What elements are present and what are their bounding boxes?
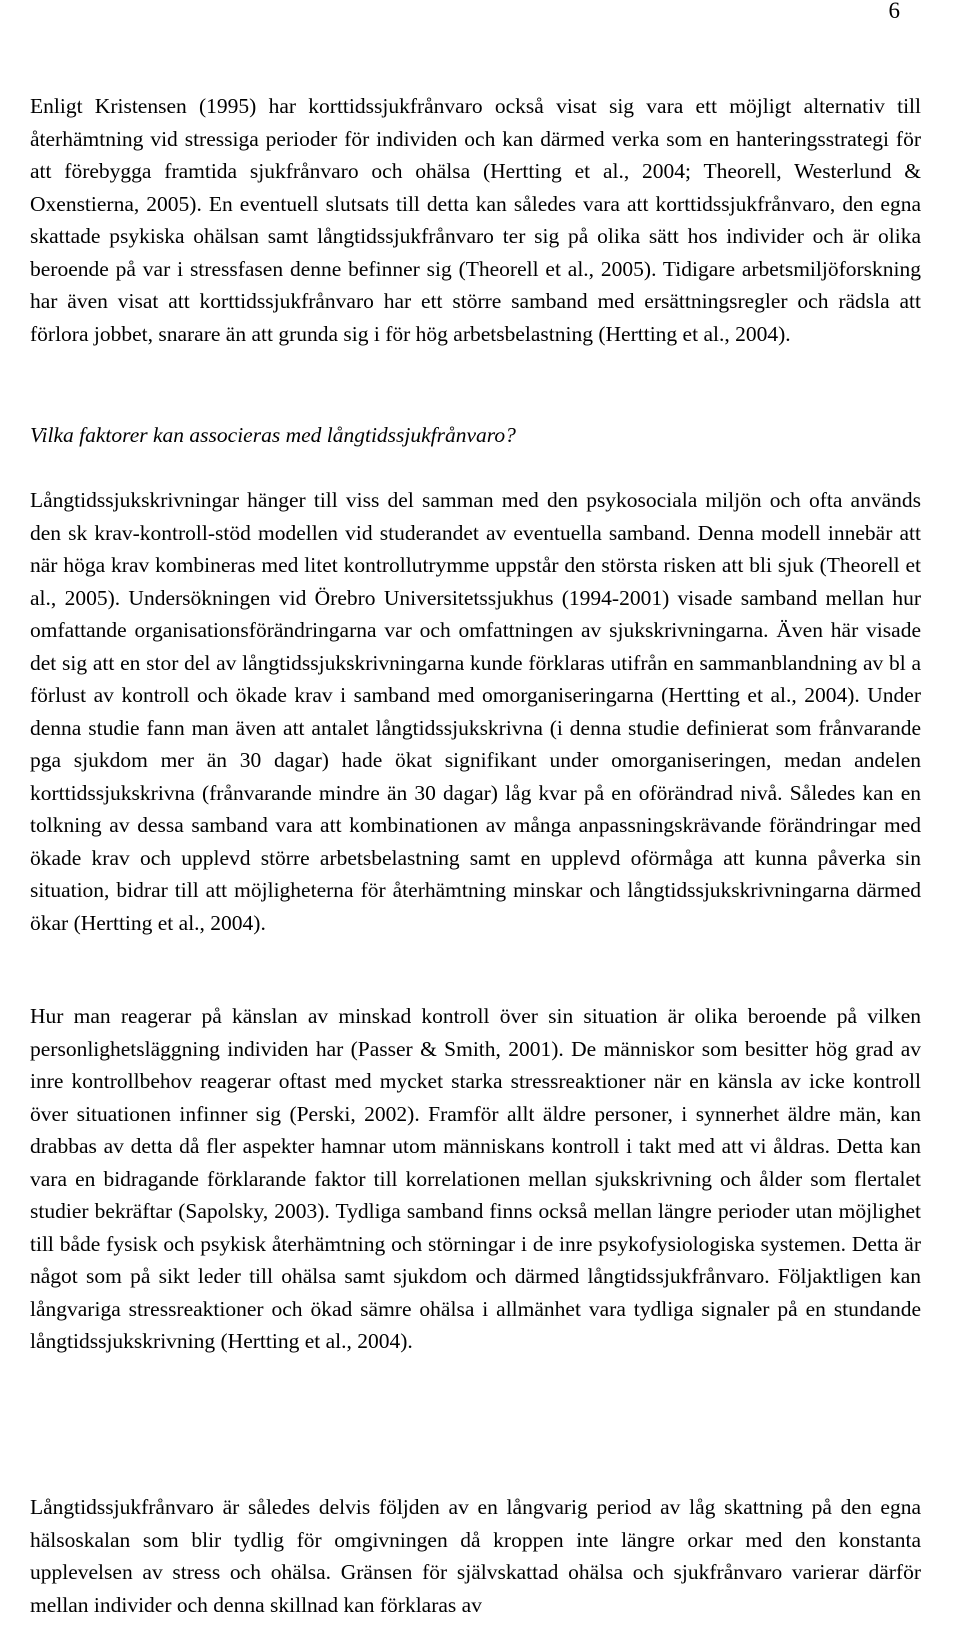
section-heading: Vilka faktorer kan associeras med långtidssjukfrånvaro? [30, 423, 516, 447]
paragraph-short-term-absence: Enligt Kristensen (1995) har korttidssjukfrånvaro också visat sig vara ett möjligt alternativ till återhämtning vid stressiga perioder för individen och kan därmed verka som en hanteringsstrategi för att förebygga framtida sjukfrånvaro och ohälsa (Hertting et al., 2004; Theorell, Westerlund & Oxenstierna, 2005). En eventuell slutsats till detta kan således vara att korttidssjukfrånvaro, den egna skattade psykiska ohälsan samt långtidssjukfrånvaro ter sig på olika sätt hos individer och är olika beroende på var i stressfasen denne befinner sig (Theorell et al., 2005). Tidigare arbetsmiljöforskning har även visat att korttidssjukfrånvaro har ett större samband med ersättningsregler och rädsla att förlora jobbet, snarare än att grunda sig i för hög arbetsbelastning (Hertting et al., 2004). [30, 94, 921, 346]
paragraph-long-term-absence: Långtidssjukfrånvaro är således delvis följden av en långvarig period av låg skattning på den egna hälsoskalan som blir tydlig för omgivningen då kroppen inte längre orkar med den konstanta upplevelsen av stress och ohälsa. Gränsen för självskattad ohälsa och sjukfrånvaro varierar därför mellan individer och denna skillnad kan förklaras av [30, 1495, 921, 1617]
page-number: 6 [888, 0, 900, 23]
paragraph-demand-control-model: Långtidssjukskrivningar hänger till viss del samman med den psykosociala miljön och ofta används den sk krav-kontroll-stöd modellen vid studerandet av eventuella samband. Denna modell innebär att när höga krav kombineras med litet kontrollutrymme uppstår den största risken att bli sjuk (Theorell et al., 2005). Undersökningen vid Örebro Universitetssjukhus (1994-2001) visade samband mellan hur omfattande organisationsförändringarna var och omfattningen av sjukskrivningarna. Även här visade det sig att en stor del av långtidssjukskrivningarna kunde förklaras utifrån en sammanblandning av bl a förlust av kontroll och ökade krav i samband med omorganiseringarna (Hertting et al., 2004). Under denna studie fann man även att antalet långtidssjukskrivna (i denna studie definierat som frånvarande pga sjukdom mer än 30 dagar) hade ökat signifikant under omorganiseringen, medan andelen korttidssjukskrivna (frånvarande mindre än 30 dagar) låg kvar på en oförändrad nivå. Således kan en tolkning av dessa samband vara att kombinationen av många anpassningskrävande förändringar med ökade krav och upplevd större arbetsbelastning samt en upplevd oförmåga att kunna påverka sin situation, bidrar till att möjligheterna för återhämtning minskar och långtidssjukskrivningarna därmed ökar (Hertting et al., 2004). [30, 488, 921, 935]
paragraph-sense-of-control: Hur man reagerar på känslan av minskad kontroll över sin situation är olika beroende på vilken personlighetsläggning individen har (Passer & Smith, 2001). De människor som besitter hög grad av inre kontrollbehov reagerar oftast med mycket starka stressreaktioner när en känsla av icke kontroll över situationen infinner sig (Perski, 2002). Framför allt äldre personer, i synnerhet äldre män, kan drabbas av detta då fler aspekter hamnar utom människans kontroll i takt med att vi åldras. Detta kan vara en bidragande förklarande faktor till korrelationen mellan sjukskrivning och ålder som flertalet studier bekräftar (Sapolsky, 2003). Tydliga samband finns också mellan längre perioder utan möjlighet till både fysisk och psykisk återhämtning och störningar i de inre psykofysiologiska systemen. Detta är något som på sikt leder till ohälsa samt sjukdom och därmed långtidssjukfrånvaro. Följaktligen kan långvariga stressreaktioner och ökad sämre ohälsa i allmänhet vara tydliga signaler på en stundande långtidssjukskrivning (Hertting et al., 2004). [30, 1004, 921, 1353]
